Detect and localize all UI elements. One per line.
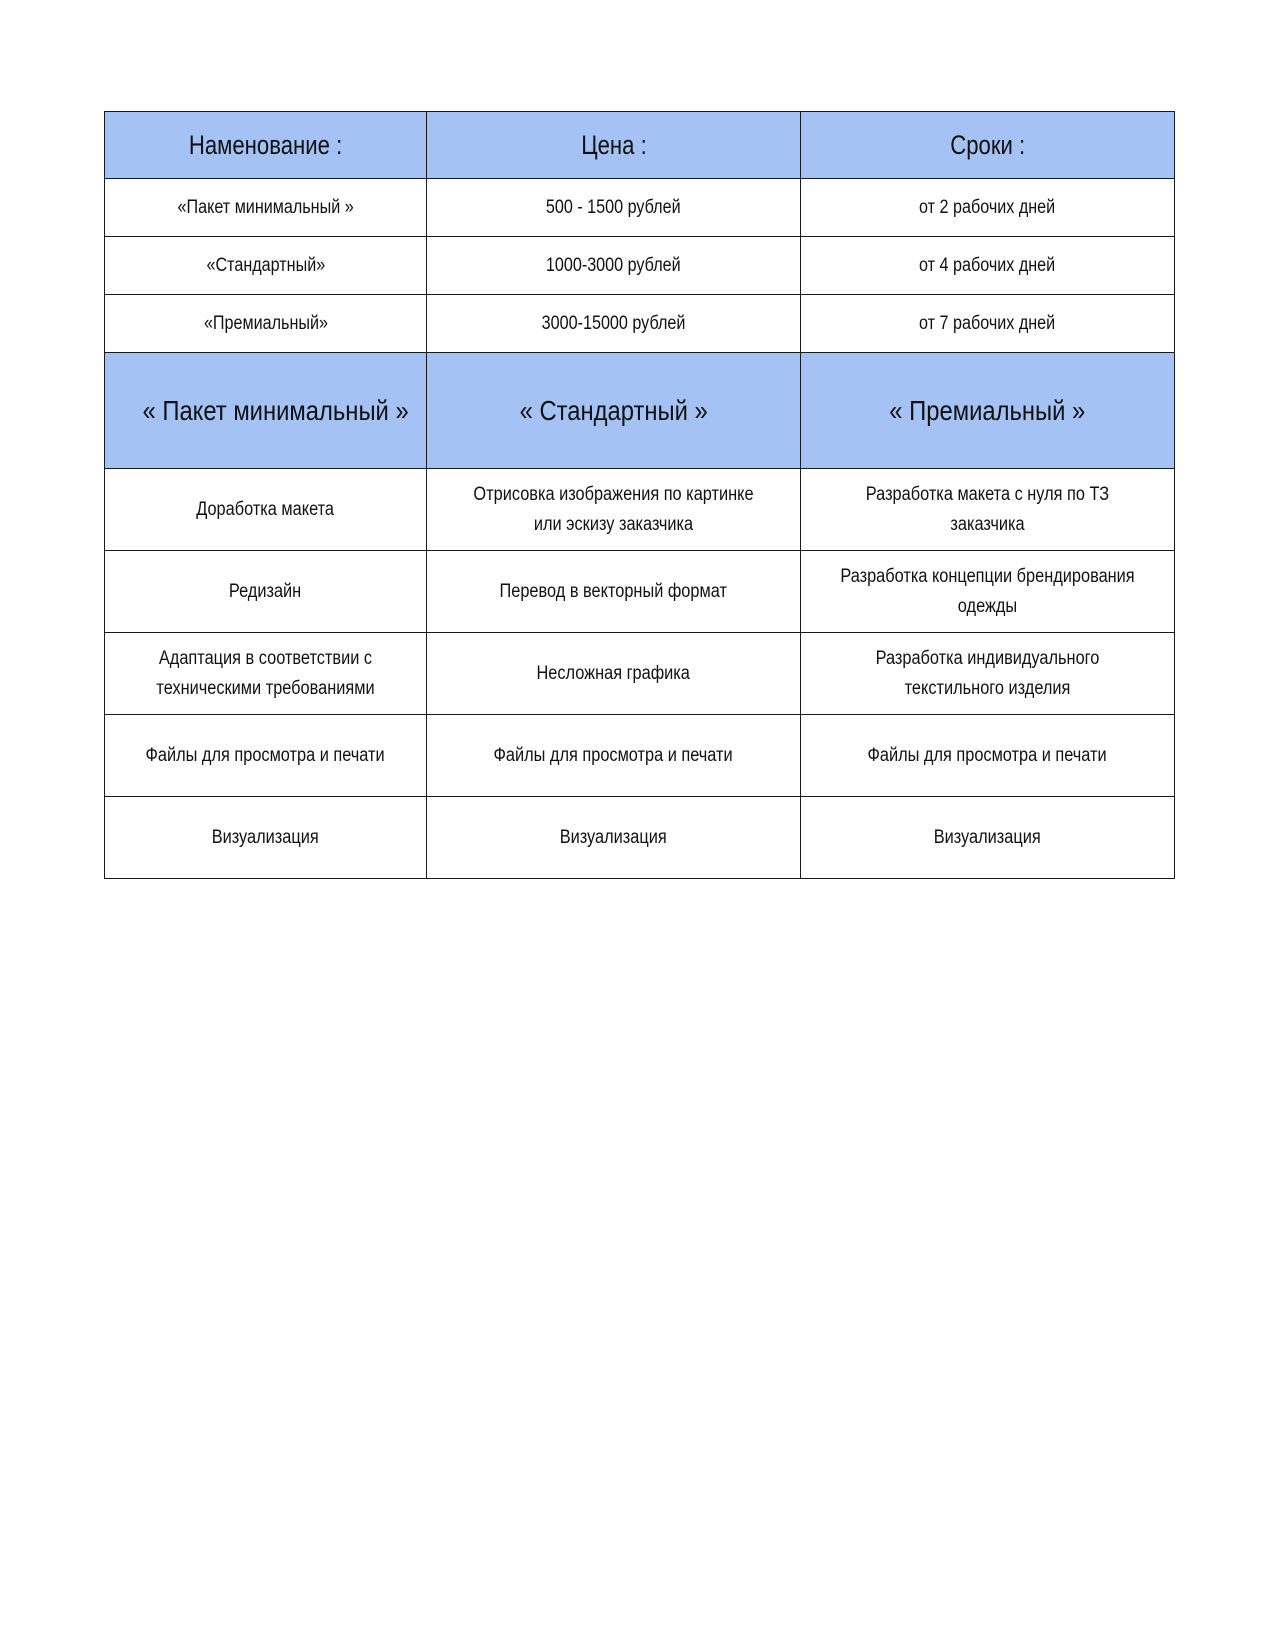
feature-text: Отрисовка изображения по картинке или эскизу заказчика <box>473 483 754 535</box>
package-name-cell <box>105 237 427 295</box>
package-header-row <box>105 353 1175 469</box>
table-row <box>105 237 1175 295</box>
package-terms-cell <box>801 295 1175 353</box>
header-cell-price <box>427 112 801 179</box>
feature-cell-premium <box>801 469 1175 551</box>
price-table <box>104 111 1175 879</box>
package-price-cell <box>427 237 801 295</box>
package-name-cell <box>105 295 427 353</box>
feature-text: Разработка концепции брендирования одежды <box>840 565 1135 617</box>
package-price-text: 3000-15000 рублей <box>541 312 686 334</box>
package-header-standard <box>427 353 801 469</box>
feature-text: Файлы для просмотра и печати <box>145 744 386 766</box>
feature-cell-minimal <box>105 797 427 879</box>
feature-cell-minimal <box>105 469 427 551</box>
package-name-cell <box>105 179 427 237</box>
feature-text: Файлы для просмотра и печати <box>493 744 734 766</box>
package-price-cell <box>427 295 801 353</box>
package-header-minimal-text: « Пакет минимальный » <box>142 394 409 426</box>
table-row <box>105 551 1175 633</box>
feature-text: Несложная графика <box>536 662 691 684</box>
package-terms-text: от 4 рабочих дней <box>919 254 1056 276</box>
header-terms-text: Сроки : <box>950 129 1025 160</box>
table-row <box>105 715 1175 797</box>
feature-cell-premium <box>801 633 1175 715</box>
table-row <box>105 797 1175 879</box>
feature-cell-standard <box>427 633 801 715</box>
package-header-standard-text: « Стандартный » <box>519 394 708 426</box>
package-terms-cell <box>801 237 1175 295</box>
package-price-text: 1000-3000 рублей <box>546 254 681 276</box>
header-cell-terms <box>801 112 1175 179</box>
header-price-text: Цена : <box>580 129 647 160</box>
feature-text: Редизайн <box>229 580 302 602</box>
package-price-cell <box>427 179 801 237</box>
table-row <box>105 633 1175 715</box>
package-terms-text: от 7 рабочих дней <box>919 312 1056 334</box>
feature-text: Доработка макета <box>196 498 335 520</box>
table-row <box>105 469 1175 551</box>
package-terms-text: от 2 рабочих дней <box>919 196 1056 218</box>
feature-cell-minimal <box>105 715 427 797</box>
package-name-text: «Стандартный» <box>206 254 325 276</box>
feature-cell-standard <box>427 715 801 797</box>
package-header-premium-text: « Премиальный » <box>889 394 1086 426</box>
table-row <box>105 179 1175 237</box>
feature-text: Файлы для просмотра и печати <box>867 744 1108 766</box>
package-terms-cell <box>801 179 1175 237</box>
package-name-text: «Премиальный» <box>203 312 328 334</box>
feature-cell-premium <box>801 715 1175 797</box>
package-name-text: «Пакет минимальный » <box>177 196 354 218</box>
table-header-row <box>105 112 1175 179</box>
header-cell-name <box>105 112 427 179</box>
feature-cell-premium <box>801 551 1175 633</box>
feature-cell-premium <box>801 797 1175 879</box>
feature-cell-standard <box>427 551 801 633</box>
feature-text: Визуализация <box>560 826 667 848</box>
table-row <box>105 295 1175 353</box>
feature-cell-minimal <box>105 551 427 633</box>
feature-text: Перевод в векторный формат <box>499 580 728 602</box>
package-price-text: 500 - 1500 рублей <box>546 196 681 218</box>
feature-text: Разработка макета с нуля по ТЗ заказчика <box>865 483 1110 535</box>
feature-text: Разработка индивидуального текстильного изделия <box>875 647 1100 699</box>
feature-text: Адаптация в соответствии с техническими требованиями <box>156 647 375 699</box>
feature-cell-standard <box>427 797 801 879</box>
feature-cell-standard <box>427 469 801 551</box>
feature-text: Визуализация <box>934 826 1041 848</box>
header-name-text: Наменование : <box>188 129 343 160</box>
feature-cell-minimal <box>105 633 427 715</box>
feature-text: Визуализация <box>212 826 319 848</box>
package-header-premium <box>801 353 1175 469</box>
package-header-minimal <box>105 353 427 469</box>
